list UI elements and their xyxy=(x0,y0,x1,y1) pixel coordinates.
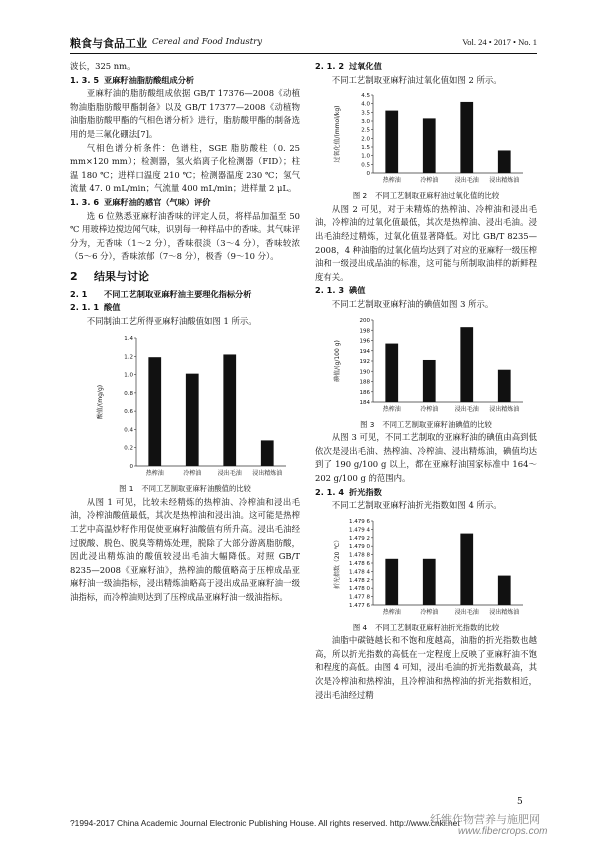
bar xyxy=(498,575,511,604)
watermark-url: www.fibercrops.com xyxy=(458,826,548,837)
section-heading: 2. 1. 3 碘值 xyxy=(315,285,366,296)
y-tick-label: 1.0 xyxy=(361,153,370,160)
copyright-footer: ?1994-2017 China Academic Journal Electronic Publishing House. All rights reserved. http://www.cnki.net xyxy=(70,818,460,828)
x-tick-label: 浸出毛油 xyxy=(454,177,479,185)
x-tick-label: 热榨油 xyxy=(382,608,401,616)
bar xyxy=(498,369,511,401)
y-tick-label: 2.0 xyxy=(361,136,370,143)
y-tick-label: 1.0 xyxy=(124,372,133,379)
section-heading: 2. 1. 2 过氧化值 xyxy=(315,61,382,71)
x-tick-label: 浸出精炼油 xyxy=(489,177,520,185)
paragraph: 不同工艺制取亚麻籽油的碘值如图 3 所示。 xyxy=(331,298,494,309)
y-tick-label: 184 xyxy=(359,399,370,406)
y-tick-label: 3.5 xyxy=(361,110,370,117)
y-tick-label: 1.478 2 xyxy=(349,577,370,584)
bar xyxy=(385,111,398,173)
figure-3-chart xyxy=(329,314,529,418)
x-tick-label: 热榨油 xyxy=(145,470,164,478)
paragraph: 不同制油工艺所得亚麻籽油酸值如图 1 所示。 xyxy=(86,315,257,326)
y-tick-label: 186 xyxy=(359,389,370,396)
y-tick-label: 194 xyxy=(359,348,370,355)
y-tick-label: 2.5 xyxy=(361,127,370,134)
paragraph: 亚麻籽油的脂肪酸组成依据 GB/T 17376—2008《动植物油脂脂肪酸甲酯制备》以及 GB/T 17377—2008《动植物油脂脂肪酸甲酯的气相色谱分析》进行，脂肪酸甲酯的制备选用的是三氟化硼法[7]。 xyxy=(70,88,300,139)
volume-info: Vol. 24 • 2017 • No. 1 xyxy=(462,37,537,47)
paragraph: 气相色谱分析条件：色谱柱，SGE 脂肪酸柱（0. 25 mm×120 mm）；检测器，氢火焰离子化检测器（FID）；柱温 180 ℃；进样口温度 210 ℃；检测器温度 230 ℃；氢气流量 47. 0 mL/min；气流量 400 mL/min；进样量 2 μL。 xyxy=(70,142,300,194)
x-tick-label: 浸出精炼油 xyxy=(489,405,520,413)
x-tick-label: 冷榨油 xyxy=(420,405,439,413)
x-tick-label: 浸出精炼油 xyxy=(489,608,520,616)
running-header xyxy=(70,33,537,54)
bar xyxy=(148,357,161,466)
y-tick-label: 1.477 6 xyxy=(349,602,370,609)
y-tick-label: 1.479 0 xyxy=(349,543,370,550)
y-tick-label: 0 xyxy=(129,464,133,471)
x-tick-label: 浸出精炼油 xyxy=(252,470,283,478)
y-tick-label: 0.8 xyxy=(124,391,133,398)
y-axis-label: 碘值/(g/100 g) xyxy=(334,339,341,382)
y-tick-label: 3.0 xyxy=(361,119,370,126)
paragraph: 油脂中碳链越长和不饱和度越高，油脂的折光指数也越高，所以折光指数的高低在一定程度上反映了亚麻籽油不饱和程度的高低。由图 4 可知，浸出毛油的折光指数最高，其次是冷榨油和热榨油，且冷榨油和热榨油的折光指数相近，浸出毛油经过精 xyxy=(315,635,537,700)
y-tick-label: 1.478 6 xyxy=(349,560,370,567)
y-tick-label: 1.2 xyxy=(124,354,133,361)
bar xyxy=(460,102,473,173)
bar xyxy=(423,360,436,402)
y-tick-label: 196 xyxy=(359,338,370,345)
paragraph: 从图 2 可见，对于未精炼的热榨油、冷榨油和浸出毛油，冷榨油的过氧化值最低，其次是热榨油、浸出毛油。浸出毛油经过精炼，过氧化值显著降低。对比 GB/T 8235—2008，4 种油脂的过氧化值均达到了对应的亚麻籽一级压榨油和一级浸出成品油的标准，这可能与所制取油样的新鲜程度有关。 xyxy=(315,203,537,282)
bar xyxy=(423,119,436,174)
y-tick-label: 4.5 xyxy=(361,93,370,100)
y-axis-label: 酸值/(mg/g) xyxy=(97,385,104,420)
bar xyxy=(261,441,274,467)
y-tick-label: 1.479 4 xyxy=(349,527,370,534)
y-tick-label: 1.5 xyxy=(361,145,370,152)
bar xyxy=(385,558,398,604)
section-heading: 2. 1. 1 酸值 xyxy=(70,302,121,313)
y-tick-label: 1.479 2 xyxy=(349,535,370,542)
bar xyxy=(460,327,473,402)
journal-title-cn: 粮食与食品工业 xyxy=(70,37,147,50)
y-tick-label: 1.479 6 xyxy=(349,518,370,525)
y-tick-label: 190 xyxy=(359,368,370,375)
section-heading: 1. 3. 6 亚麻籽油的感官（气味）评价 xyxy=(70,196,211,207)
figure-4-chart xyxy=(329,515,529,621)
y-tick-label: 188 xyxy=(359,379,370,386)
y-tick-label: 1.478 0 xyxy=(349,585,370,592)
paragraph: 从图 3 可见，不同工艺制取的亚麻籽油的碘值由高到低依次是浸出毛油、热榨油、冷榨油、浸出精炼油，碘值均达到了 190 g/100 g 以上，都在亚麻籽油国家标准中 164～202 g/100 g 的范围内。 xyxy=(315,432,537,483)
y-tick-label: 192 xyxy=(359,358,370,365)
x-tick-label: 浸出毛油 xyxy=(217,470,242,478)
bar xyxy=(223,355,236,467)
journal-title-en: Cereal and Food Industry xyxy=(152,37,263,47)
x-tick-label: 热榨油 xyxy=(382,177,401,185)
y-tick-label: 1.478 4 xyxy=(349,569,370,576)
bar xyxy=(186,374,199,466)
x-tick-label: 冷榨油 xyxy=(420,177,439,185)
section-heading-major: 2 结果与讨论 xyxy=(70,269,149,283)
y-tick-label: 1.478 8 xyxy=(349,552,370,559)
x-tick-label: 冷榨油 xyxy=(420,608,439,616)
x-tick-label: 浸出毛油 xyxy=(454,405,479,413)
y-tick-label: 0.2 xyxy=(124,445,133,452)
section-heading: 2. 1 不同工艺制取亚麻籽油主要理化指标分析 xyxy=(70,288,252,299)
figure-caption: 图 3 不同工艺制取亚麻籽油碘值的比较 xyxy=(360,419,492,429)
figure-caption: 图 4 不同工艺制取亚麻籽油折光指数的比较 xyxy=(352,622,500,632)
x-tick-label: 冷榨油 xyxy=(183,470,202,478)
bar xyxy=(385,343,398,401)
y-axis-label: 过氧化值/(mmol/kg) xyxy=(334,105,341,163)
y-tick-label: 0.4 xyxy=(124,427,133,434)
bar xyxy=(498,151,511,174)
y-tick-label: 200 xyxy=(359,317,370,324)
y-tick-label: 198 xyxy=(359,327,370,334)
figure-2-chart xyxy=(329,89,529,189)
figure-caption: 图 2 不同工艺制取亚麻籽油过氧化值的比较 xyxy=(352,191,500,201)
bar xyxy=(423,558,436,604)
x-tick-label: 浸出毛油 xyxy=(454,608,479,616)
x-tick-label: 热榨油 xyxy=(382,405,401,413)
figure-caption: 图 1 不同工艺制取亚麻籽油酸值的比较 xyxy=(119,484,251,494)
page-number: 5 xyxy=(517,797,523,807)
y-tick-label: 1.477 8 xyxy=(349,594,370,601)
bar xyxy=(460,533,473,604)
paragraph: 选 6 位熟悉亚麻籽油香味的评定人员，将样品加温至 50 ℃ 用玻棒边搅边闻气味，识别每一种样品中的香味。其气味评分为，无香味（1～2 分），香味很淡（3～4 分），香味较浓（5～6 分），香味浓郁（7～8 分），极香（9～10 分）。 xyxy=(70,210,300,262)
right-column xyxy=(315,60,537,702)
figure-1-chart xyxy=(92,332,292,482)
y-tick-label: 4.0 xyxy=(361,101,370,108)
y-tick-label: 0 xyxy=(366,171,370,178)
watermark-text: 纤维作物营养与施肥网 xyxy=(430,813,540,826)
paragraph: 波长，325 nm。 xyxy=(70,61,136,71)
paragraph: 不同工艺制取亚麻籽油折光指数如图 4 所示。 xyxy=(331,500,502,511)
section-heading: 1. 3. 5 亚麻籽油脂肪酸组成分析 xyxy=(70,74,195,85)
y-tick-label: 1.4 xyxy=(124,336,133,343)
paragraph: 不同工艺制取亚麻籽油过氧化值如图 2 所示。 xyxy=(331,74,502,85)
paragraph: 从图 1 可见，比较未经精炼的热榨油、冷榨油和浸出毛油，冷榨油酸值最低，其次是热榨油和浸出油。这可能是热榨工艺中高温炒籽作用促使亚麻籽油酸值有所升高。浸出毛油经过脱酸、脱色、脱臭等精炼处理，脱除了大部分游离脂肪酸，因此浸出精炼油的酸值较浸出毛油大幅降低。对照 GB/T 8235—2008《亚麻籽油》，热榨油的酸值略高于压榨成品亚麻籽油一级油指标，浸出精炼油略高于浸出成品亚麻籽油一级油指标，而冷榨油则达到了压榨成品亚麻籽油一级油指标。 xyxy=(70,496,300,603)
y-axis-label: 折光指数（20 ℃） xyxy=(334,536,341,589)
section-heading: 2. 1. 4 折光指数 xyxy=(315,486,382,497)
y-tick-label: 0.5 xyxy=(361,162,370,169)
y-tick-label: 0.6 xyxy=(124,409,133,416)
left-column xyxy=(70,60,300,605)
